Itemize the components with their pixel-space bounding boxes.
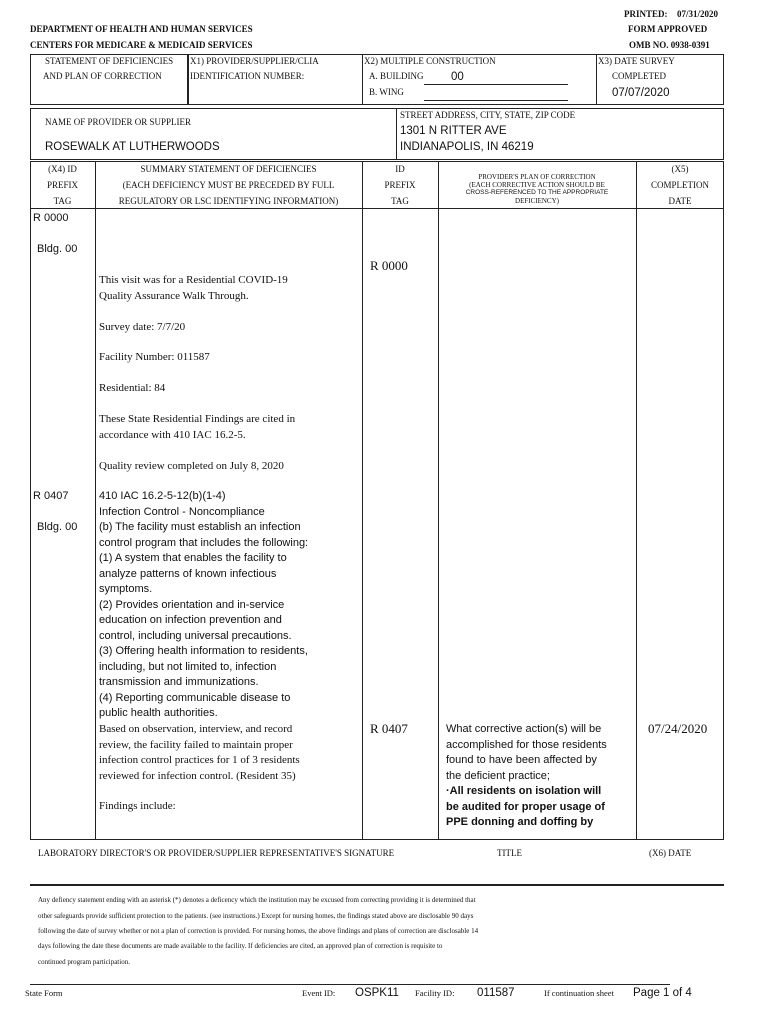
centers-name: CENTERS FOR MEDICARE & MEDICAID SERVICES: [30, 40, 253, 50]
wing-label: B. WING: [369, 87, 404, 97]
findings-cited-text: These State Residential Findings are cited in accordance with 410 IAC 16.2-5.: [99, 413, 296, 441]
divider: [188, 54, 189, 104]
r0000-id-tag: R 0000: [370, 258, 408, 273]
plan-header-3: CROSS-REFERENCED TO THE APPROPRIATE: [465, 189, 609, 196]
building-value: 00: [451, 71, 464, 83]
divider: [95, 161, 96, 840]
form-approved: FORM APPROVED: [628, 24, 708, 34]
plan-header-4: DEFICIENCY): [515, 197, 559, 205]
printed-date: 07/31/2020: [677, 9, 719, 19]
r0000-building: Bldg. 00: [37, 243, 78, 255]
department-name: DEPARTMENT OF HEALTH AND HUMAN SERVICES: [30, 24, 253, 34]
divider: [424, 100, 568, 101]
printed-label: PRINTED:: [624, 9, 668, 19]
x5-header-2: COMPLETION: [651, 180, 709, 190]
x4-header-3: TAG: [53, 196, 72, 206]
id-header-1: ID: [395, 164, 405, 174]
divider: [636, 161, 637, 840]
disclaimer-line-5: continued program participation.: [38, 958, 130, 966]
r0000-prefix-tag: R 0000: [33, 212, 69, 224]
state-form-label: State Form: [25, 988, 63, 998]
divider: [30, 104, 724, 105]
facility-id: 011587: [477, 987, 515, 999]
address-line-1: 1301 N RITTER AVE: [400, 125, 507, 137]
divider: [438, 161, 439, 840]
page-number: Page 1 of 4: [633, 987, 692, 999]
disclaimer-line-3: following the date of survey whether or not a plan of correction is provided. For nursing homes, the above findings and plans of correction are disclosable 14: [38, 927, 479, 935]
x3-label: X3) DATE SURVEY: [598, 56, 675, 66]
disclaimer-line-2: other safeguards provide sufficient protection to the patients. (see instructions.) Except for nursing homes, the findings stated above are disclosable 90 days: [38, 912, 474, 920]
r0407-regulation-text: 410 IAC 16.2-5-12(b)(1-4) Infection Control - Noncompliance (b) The facility must establish an infection control program that includes the following: (1) A system that enables the facility to analyze patterns of known infectious symptoms. (2) Provides orientation and in-service education on infection prevention and control, including universal precautions. (3) Offering health information to residents, including, but not limited to, infection transmission and immunizations. (4) Reporting communicable disease to public health authorities.: [99, 490, 309, 719]
summary-header-2: (EACH DEFICIENCY MUST BE PRECEDED BY FULL: [122, 180, 335, 190]
r0407-id-tag: R 0407: [370, 721, 408, 736]
divider: [362, 161, 363, 840]
id-header-3: TAG: [391, 196, 409, 206]
quality-review-line: Quality review completed on July 8, 2020: [99, 460, 284, 472]
x2-label: X2) MULTIPLE CONSTRUCTION: [364, 56, 496, 66]
divider: [396, 108, 397, 160]
continuation-label: If continuation sheet: [544, 988, 614, 998]
signature-label: LABORATORY DIRECTOR'S OR PROVIDER/SUPPLIER REPRESENTATIVE'S SIGNATURE: [38, 848, 395, 858]
signature-divider: [30, 884, 724, 886]
disclaimer-line-4: days following the date these documents are made available to the facility. If deficiencies are cited, an approved plan of correction is requisite to: [38, 942, 443, 950]
divider: [362, 54, 363, 104]
event-id-label: Event ID:: [302, 988, 336, 998]
facility-id-label: Facility ID:: [415, 988, 455, 998]
survey-date: 07/07/2020: [612, 87, 670, 99]
x6-date-label: (X6) DATE: [649, 848, 692, 858]
title-label: TITLE: [497, 848, 522, 858]
building-label: A. BUILDING: [369, 71, 424, 81]
survey-date-line: Survey date: 7/7/20: [99, 321, 186, 333]
x4-header-1: (X4) ID: [48, 164, 77, 174]
divider: [596, 54, 597, 104]
disclaimer-line-1: Any defiency statement ending with an asterisk (*) denotes a deficency which the institution may be excused from correcting providing it is determined that: [38, 896, 476, 904]
id-header-2: PREFIX: [384, 180, 416, 190]
provider-name-label: NAME OF PROVIDER OR SUPPLIER: [45, 117, 192, 127]
address-label: STREET ADDRESS, CITY, STATE, ZIP CODE: [400, 110, 576, 120]
r0407-prefix-tag: R 0407: [33, 490, 69, 502]
statement-label-2: AND PLAN OF CORRECTION: [43, 71, 162, 81]
residential-line: Residential: 84: [99, 382, 166, 394]
x4-header-2: PREFIX: [46, 180, 78, 190]
x5-header-3: DATE: [668, 196, 692, 206]
divider: [723, 54, 724, 104]
findings-include-line: Findings include:: [99, 800, 176, 812]
statement-label-1: STATEMENT OF DEFICIENCIES: [45, 56, 174, 66]
divider: [424, 84, 568, 85]
plan-header-1: PROVIDER'S PLAN OF CORRECTION: [478, 173, 596, 181]
r0000-visit-text: This visit was for a Residential COVID-19 Quality Assurance Walk Through.: [99, 274, 288, 302]
x3-sub-label: COMPLETED: [612, 71, 666, 81]
completion-date: 07/24/2020: [648, 721, 708, 736]
event-id: OSPK11: [355, 987, 399, 999]
plan-action-text: ·All residents on isolation will be audited for proper usage of PPE donning and doffing by: [446, 785, 605, 828]
plan-question-text: What corrective action(s) will be accomplished for those residents found to have been affected by the deficient practice;: [446, 723, 607, 782]
x1-label-2: IDENTIFICATION NUMBER:: [190, 71, 305, 81]
r0407-building: Bldg. 00: [37, 521, 78, 533]
address-line-2: INDIANAPOLIS, IN 46219: [400, 141, 534, 153]
x1-label-1: X1) PROVIDER/SUPPLIER/CLIA: [190, 56, 319, 66]
r0407-observation-text: Based on observation, interview, and record review, the facility failed to maintain proper infection control practices for 1 of 3 residents reviewed for infection control. (Resident 35): [99, 723, 300, 782]
summary-header-1: SUMMARY STATEMENT OF DEFICIENCIES: [140, 164, 317, 174]
footer-divider: [30, 984, 670, 985]
x5-header-1: (X5): [671, 164, 689, 174]
summary-header-3: REGULATORY OR LSC IDENTIFYING INFORMATION): [118, 196, 339, 206]
plan-header-2: (EACH CORRECTIVE ACTION SHOULD BE: [469, 181, 605, 189]
facility-number-line: Facility Number: 011587: [99, 351, 210, 363]
omb-number: OMB NO. 0938-0391: [629, 40, 710, 50]
provider-name: ROSEWALK AT LUTHERWOODS: [45, 141, 220, 153]
